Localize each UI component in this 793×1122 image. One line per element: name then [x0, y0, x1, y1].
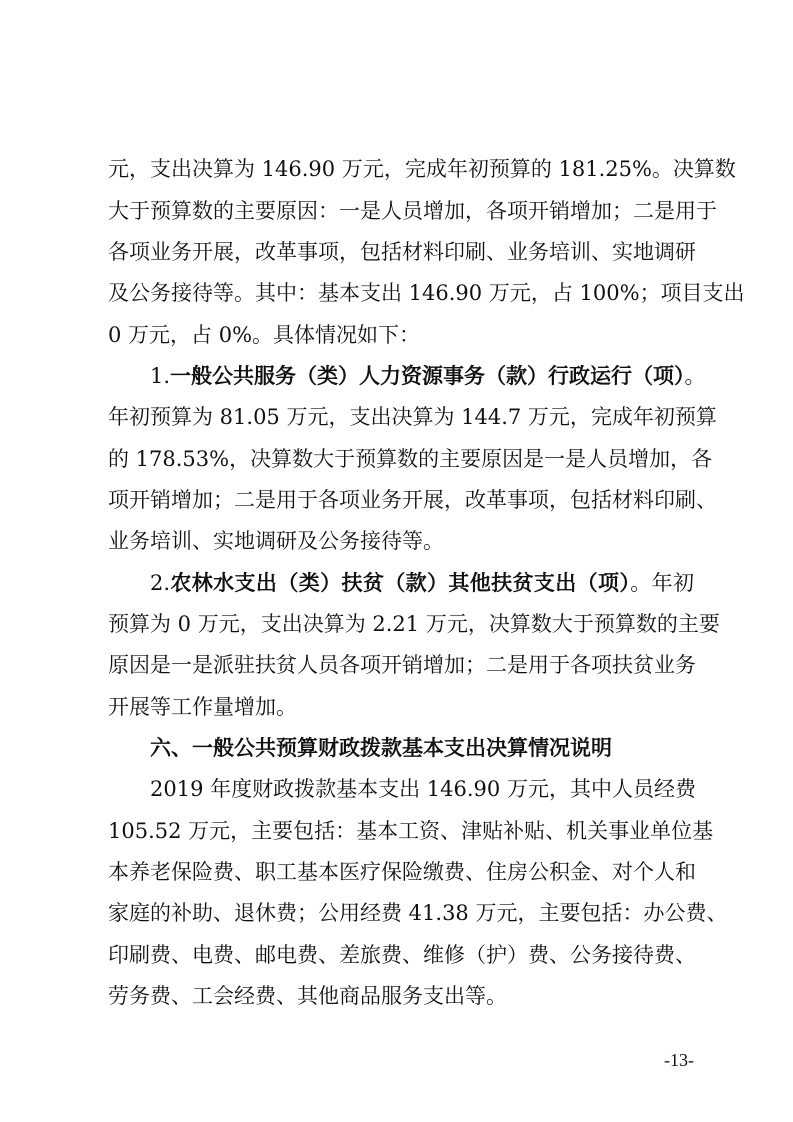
- paragraph-line: 年初预算为 81.05 万元，支出决算为 144.7 万元，完成年初预算: [108, 405, 717, 429]
- paragraph-line: 项开销增加；二是用于各项业务开展，改革事项，包括材料印刷、: [108, 488, 717, 512]
- item-2-number: 2.: [150, 571, 171, 595]
- paragraph-line: 2019 年度财政拨款基本支出 146.90 万元，其中人员经费: [150, 777, 696, 801]
- paragraph-line: 预算为 0 万元，支出决算为 2.21 万元，决算数大于预算数的主要: [108, 612, 720, 636]
- paragraph-line: 劳务费、工会经费、其他商品服务支出等。: [108, 984, 507, 1008]
- paragraph-line: 及公务接待等。其中：基本支出 146.90 万元，占 100%；项目支出: [108, 281, 745, 305]
- paragraph-line: 的 178.53%，决算数大于预算数的主要原因是一是人员增加，各: [108, 447, 713, 471]
- item-1-heading: [150, 361, 706, 391]
- paragraph-line: 105.52 万元，主要包括：基本工资、津贴补贴、机关事业单位基: [108, 819, 714, 843]
- paragraph-line: 元，支出决算为 146.90 万元，完成年初预算的 181.25%。决算数: [108, 157, 736, 181]
- paragraph-line: 业务培训、实地调研及公务接待等。: [108, 529, 444, 553]
- item-1-number: 1.: [150, 364, 171, 388]
- item-2-title: 农林水支出（类）扶贫（款）其他扶贫支出（项）: [170, 571, 631, 595]
- item-1-title: 一般公共服务（类）人力资源事务（款）行政运行（项）: [170, 364, 685, 388]
- paragraph-line: 印刷费、电费、邮电费、差旅费、维修（护）费、公务接待费、: [108, 943, 696, 967]
- item-2-heading: [150, 568, 694, 598]
- paragraph-line: 本养老保险费、职工基本医疗保险缴费、住房公积金、对个人和: [108, 860, 696, 884]
- paragraph-line: 原因是一是派驻扶贫人员各项开销增加；二是用于各项扶贫业务: [108, 653, 696, 677]
- paragraph-line: 开展等工作量增加。: [108, 695, 297, 719]
- item-1-title-end: 。: [684, 364, 706, 388]
- page-number: -13-: [664, 1050, 694, 1070]
- paragraph-line: 各项业务开展，改革事项，包括材料印刷、业务培训、实地调研: [108, 240, 696, 264]
- item-2-title-end: 。年初: [630, 571, 695, 595]
- paragraph-line: 0 万元，占 0%。具体情况如下：: [108, 323, 421, 347]
- section-6-heading: 六、一般公共预算财政拨款基本支出决算情况说明: [150, 736, 612, 760]
- paragraph-line: 家庭的补助、退休费；公用经费 41.38 万元，主要包括：办公费、: [108, 901, 728, 925]
- paragraph-line: 大于预算数的主要原因：一是人员增加，各项开销增加；二是用于: [108, 199, 717, 223]
